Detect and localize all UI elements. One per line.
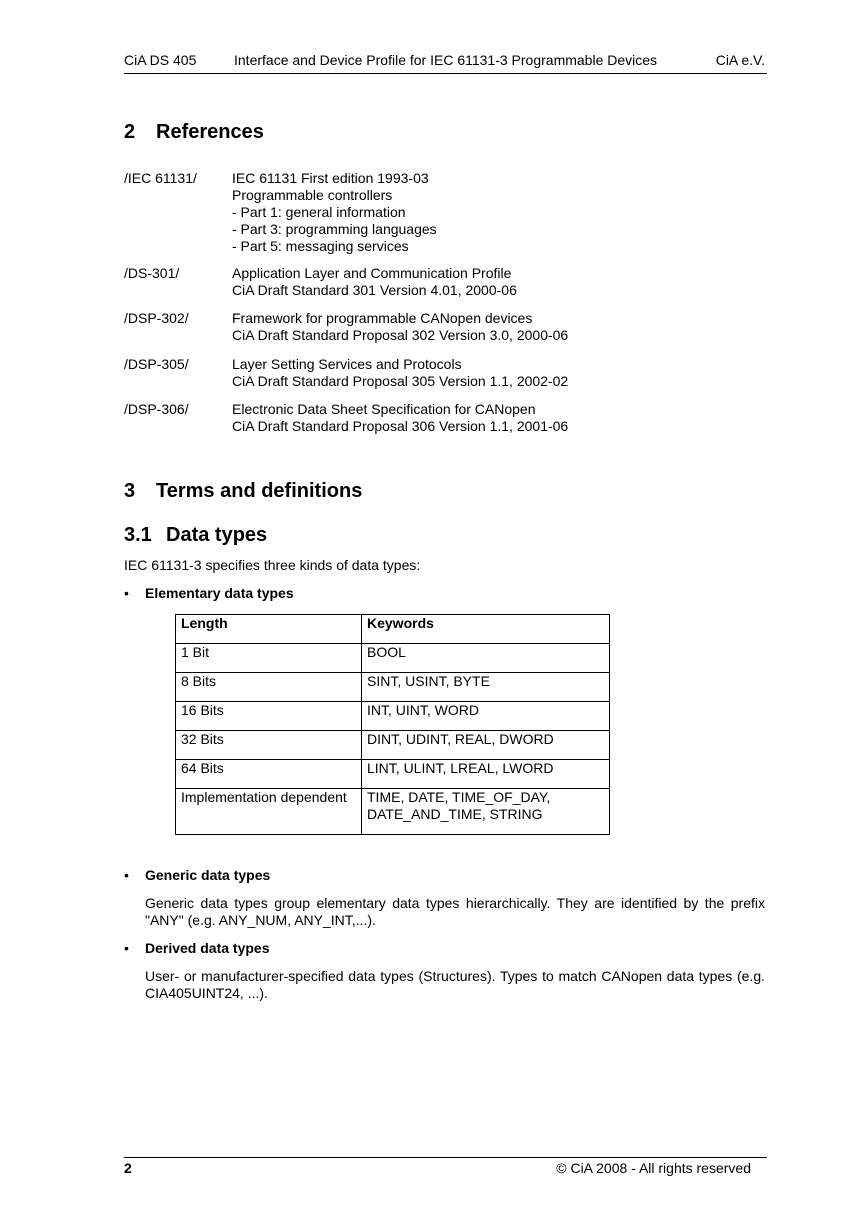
section-3-1-heading [124, 524, 267, 547]
generic-description: Generic data types group elementary data types hierarchically. They are identified by the prefix "ANY" (e.g. ANY_NUM, ANY_INT,...). [145, 895, 765, 928]
copyright-notice: © CiA 2008 - All rights reserved [556, 1160, 751, 1176]
bullet-dot: • [124, 940, 129, 956]
reference-line: - Part 3: programming languages [232, 221, 437, 237]
reference-line: - Part 5: messaging services [232, 238, 409, 254]
table-cell: INT, UINT, WORD [362, 702, 610, 731]
reference-tag: /DSP-302/ [124, 310, 189, 326]
table-cell: TIME, DATE, TIME_OF_DAY, DATE_AND_TIME, STRING [362, 789, 610, 835]
reference-text [232, 401, 568, 435]
reference-line: Application Layer and Communication Profile [232, 265, 512, 281]
bullet-label: Derived data types [145, 940, 270, 956]
bullet-label: Elementary data types [145, 585, 294, 601]
reference-line: Framework for programmable CANopen devices [232, 310, 533, 326]
header-doc-title: Interface and Device Profile for IEC 61131-3 Programmable Devices [234, 52, 658, 68]
header-organization: CiA e.V. [715, 52, 765, 68]
reference-text [232, 356, 568, 390]
reference-line: Programmable controllers [232, 187, 393, 203]
section-number: 2 [124, 121, 136, 143]
reference-tag: /IEC 61131/ [124, 170, 197, 186]
reference-text [232, 310, 568, 344]
table-row [176, 644, 610, 673]
header-doc-id: CiA DS 405 [124, 52, 197, 68]
reference-line: Electronic Data Sheet Specification for CANopen [232, 401, 536, 417]
elementary-types-table [175, 614, 610, 835]
bullet-label: Generic data types [145, 867, 271, 883]
table-row [176, 673, 610, 702]
table-cell: 64 Bits [176, 760, 362, 789]
derived-description: User- or manufacturer-specified data types (Structures). Types to match CANopen data types (e.g. CIA405UINT24, ...). [145, 968, 765, 1001]
table-row [176, 702, 610, 731]
reference-line: CiA Draft Standard 301 Version 4.01, 2000-06 [232, 282, 517, 298]
reference-line: IEC 61131 First edition 1993-03 [232, 170, 429, 186]
bullet-dot: • [124, 867, 129, 883]
section-title: Terms and definitions [156, 480, 363, 502]
table-cell: BOOL [362, 644, 610, 673]
section-number: 3.1 [124, 524, 152, 546]
table-cell: Implementation dependent [176, 789, 362, 835]
reference-tag: /DSP-305/ [124, 356, 189, 372]
reference-line: CiA Draft Standard Proposal 305 Version 1.1, 2002-02 [232, 373, 569, 389]
reference-text [232, 170, 437, 255]
section-3-heading [124, 480, 362, 503]
section-2-heading [124, 121, 264, 144]
bullet-dot: • [124, 585, 129, 601]
page-number: 2 [124, 1160, 132, 1176]
table-row [176, 731, 610, 760]
page-footer [124, 1157, 767, 1180]
table-cell: 1 Bit [176, 644, 362, 673]
table-header-cell: Length [176, 615, 362, 644]
reference-tag: /DSP-306/ [124, 401, 189, 417]
table-cell: 32 Bits [176, 731, 362, 760]
reference-line: - Part 1: general information [232, 204, 406, 220]
section-title: References [156, 121, 264, 143]
section-title: Data types [166, 524, 268, 546]
reference-line: CiA Draft Standard Proposal 302 Version 3.0, 2000-06 [232, 327, 569, 343]
reference-line: Layer Setting Services and Protocols [232, 356, 462, 372]
table-row [176, 789, 610, 835]
table-header-cell: Keywords [362, 615, 610, 644]
table-row [176, 760, 610, 789]
section-number: 3 [124, 480, 136, 502]
table-cell: LINT, ULINT, LREAL, LWORD [362, 760, 610, 789]
intro-paragraph: IEC 61131-3 specifies three kinds of data types: [124, 557, 421, 573]
reference-tag: /DS-301/ [124, 265, 180, 281]
table-cell: DINT, UDINT, REAL, DWORD [362, 731, 610, 760]
table-cell: 8 Bits [176, 673, 362, 702]
table-cell: 16 Bits [176, 702, 362, 731]
reference-line: CiA Draft Standard Proposal 306 Version 1.1, 2001-06 [232, 418, 569, 434]
reference-text [232, 265, 517, 299]
page-header [124, 52, 767, 74]
table-header-row [176, 615, 610, 644]
table-cell: SINT, USINT, BYTE [362, 673, 610, 702]
